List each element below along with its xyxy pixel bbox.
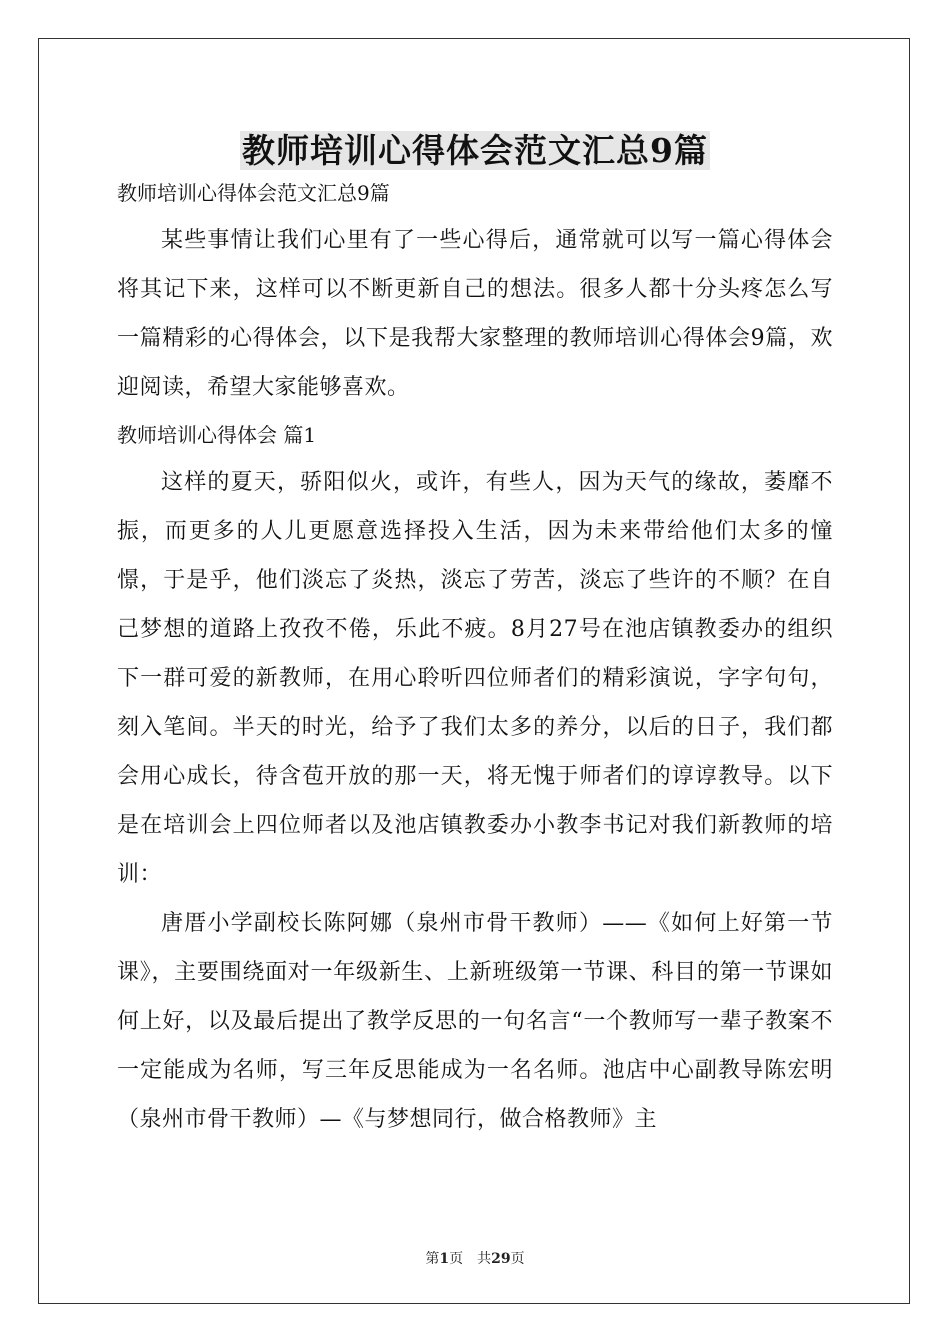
- document-title-text: 教师培训心得体会范文汇总9篇: [242, 131, 708, 170]
- footer-total-pages: 29: [491, 1251, 511, 1267]
- document-title: [117, 128, 833, 174]
- document-subtitle: 教师培训心得体会范文汇总9篇: [117, 181, 390, 205]
- footer-mid: 页 共: [449, 1251, 492, 1267]
- page-footer: [0, 1248, 950, 1268]
- footer-suffix: 页: [510, 1251, 525, 1267]
- section-1-paragraph-2: 唐厝小学副校长陈阿娜（泉州市骨干教师）——《如何上好第一节课》，主要围绕面对一年级新生、上新班级第一节课、科目的第一节课如何上好，以及最后提出了教学反思的一句名言“一个教师写一辈子教案不一定能成为名师，写三年反思能成为一名名师。池店中心副教导陈宏明（泉州市骨干教师）—《与梦想同行，做合格教师》主: [117, 911, 833, 1132]
- document-body: [117, 128, 833, 1144]
- intro-paragraph: 某些事情让我们心里有了一些心得后，通常就可以写一篇心得体会将其记下来，这样可以不断更新自己的想法。很多人都十分头疼怎么写一篇精彩的心得体会，以下是我帮大家整理的教师培训心得体会9篇，欢迎阅读，希望大家能够喜欢。: [117, 228, 833, 400]
- section-1-paragraph-1: 这样的夏天，骄阳似火，或许，有些人，因为天气的缘故，萎靡不振，而更多的人儿更愿意选择投入生活，因为未来带给他们太多的憧憬，于是乎，他们淡忘了炎热，淡忘了劳苦，淡忘了些许的不顺？在自己梦想的道路上孜孜不倦，乐此不疲。8月27号在池店镇教委办的组织下一群可爱的新教师，在用心聆听四位师者们的精彩演说，字字句句，刻入笔间。半天的时光，给予了我们太多的养分，以后的日子，我们都会用心成长，待含苞开放的那一天，将无愧于师者们的谆谆教导。以下是在培训会上四位师者以及池店镇教委办小教李书记对我们新教师的培训：: [117, 470, 833, 887]
- footer-page-number: 1: [439, 1251, 450, 1267]
- section-heading-1: 教师培训心得体会 篇1: [117, 423, 317, 447]
- footer-prefix: 第: [425, 1251, 440, 1267]
